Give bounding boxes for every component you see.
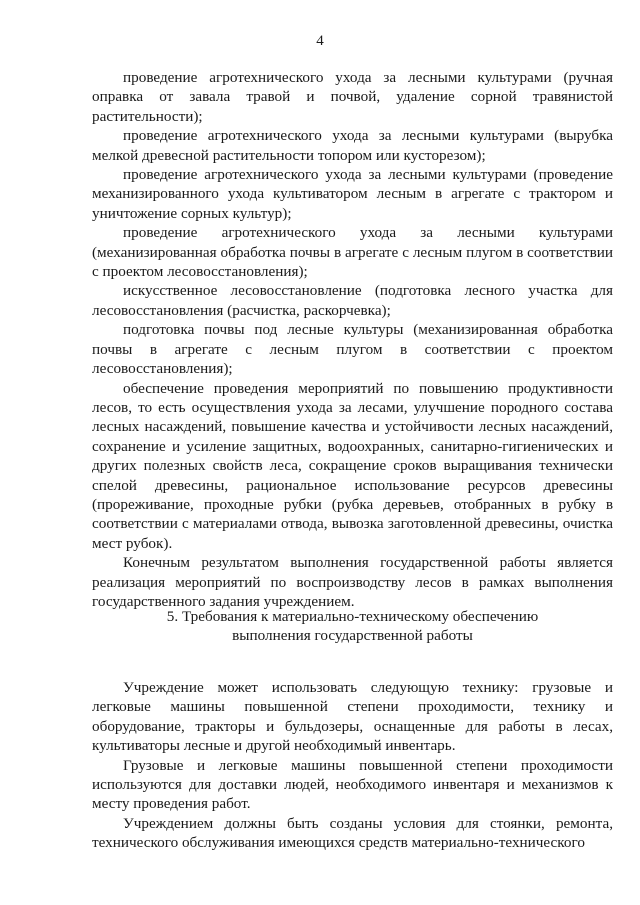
document-body-bottom	[92, 678, 613, 853]
paragraph: обеспечение проведения мероприятий по повышению продуктивности лесов, то есть осуществления ухода за лесами, улучшение породного состава лесных насаждений, повышение качества и устойчивости лесных насаждений, сохранение и усиление защитных, водоохранных, санитарно-гигиенических и других полезных свойств леса, сокращение сроков выращивания технически спелой древесины, рациональное использование ресурсов древесины (прореживание, проходные рубки (рубка деревьев, отобранных в рубку в соответствии с материалами отвода, вывозка заготовленной древесины, очистка мест рубок).	[92, 379, 613, 552]
paragraph: проведение агротехнического ухода за лесными культурами (проведение механизированного ухода культиватором лесным в агрегате с трактором и уничтожение сорных культур);	[92, 166, 613, 222]
section-heading	[92, 607, 613, 646]
paragraph: Грузовые и легковые машины повышенной степени проходимости используются для доставки людей, необходимого инвентаря и механизмов к месту проведения работ.	[92, 756, 613, 813]
paragraph: подготовка почвы под лесные культуры (механизированная обработка почвы в агрегате с лесным плугом в соответствии с проектом лесовосстановления);	[92, 321, 613, 378]
section-heading-line: выполнения государственной работы	[232, 627, 473, 645]
document-body-top	[92, 68, 613, 611]
paragraph: искусственное лесовосстановление (подготовка лесного участка для лесовосстановления (расчистка, раскорчевка);	[92, 282, 613, 319]
paragraph: Учреждением должны быть созданы условия для стоянки, ремонта, технического обслуживания имеющихся средств материально-технического	[92, 814, 613, 852]
paragraph: проведение агротехнического ухода за лесными культурами (ручная оправка от завала травой и почвой, удаление сорной травянистой растительности);	[92, 69, 613, 125]
paragraph: проведение агротехнического ухода за лесными культурами (вырубка мелкой древесной растительности топором или кусторезом);	[92, 127, 613, 164]
paragraph: проведение агротехнического ухода за лесными культурами (механизированная обработка почвы в агрегате с лесным плугом в соответствии с проектом лесовосстановления);	[92, 224, 613, 281]
paragraph: Конечным результатом выполнения государственной работы является реализация мероприятий по воспроизводству лесов в рамках выполнения государственного задания учреждением.	[92, 554, 613, 610]
section-heading-line: 5. Требования к материально-техническому обеспечению	[166, 608, 539, 625]
page-number: 4	[316, 33, 324, 49]
paragraph: Учреждение может использовать следующую технику: грузовые и легковые машины повышенной степени проходимости, технику и оборудование, тракторы и бульдозеры, оснащенные для работы в лесах, культиваторы лесные и другой необходимый инвентарь.	[92, 679, 613, 755]
